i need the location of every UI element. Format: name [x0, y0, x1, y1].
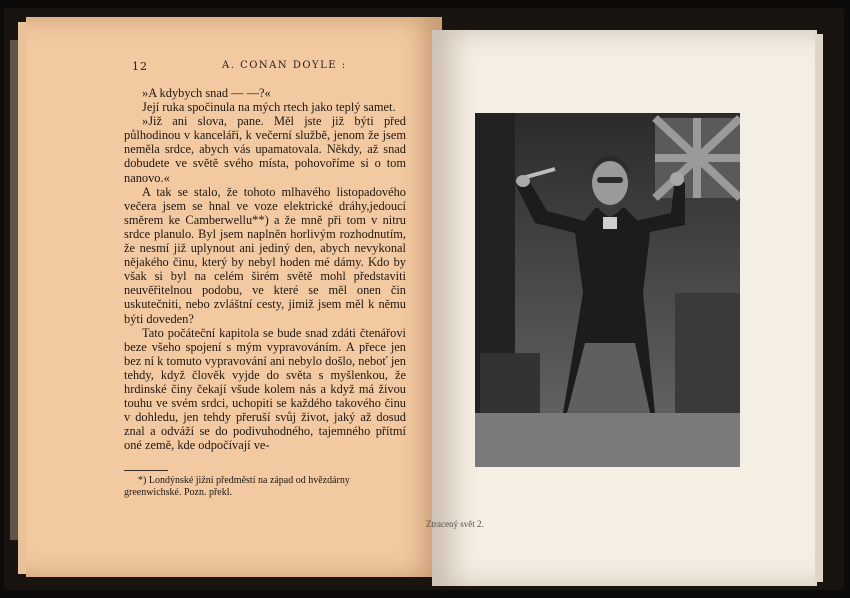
photo-plate [475, 113, 740, 467]
right-page-stack [815, 34, 823, 582]
page-number: 12 [132, 60, 148, 73]
photo-illustration [475, 113, 740, 467]
footnote-text: *) Londýnské jižní předměstí na západ od hvězdárny greenwichské. Pozn. překl. [124, 475, 350, 498]
footnote [124, 475, 404, 499]
running-head: A. CONAN DOYLE : [222, 60, 347, 71]
page-caption: Ztracený svět 2. [426, 519, 484, 529]
body-text [124, 86, 406, 452]
paragraph: A tak se stalo, že tohoto mlhavého listopadového večera jsem se hnal ve voze elektrické dráhy,jedoucí směrem ke Camberwellu**) a že mně při tom v nitru srdce planulo. Byl jsem naplněn horlivým rozhodnutím, že nesmí již uplynout ani jediný den, abych nevykonal nějakého činu, který by nebyl hoden mé dámy. Kdo by však si byl na celém širém světě mohl představiti neuvěřitelnou podobu, ve které se měl onen čin uskutečniti, nebo zvláštní cesty, jimiž jsem měl k němu býti doveden? [124, 184, 406, 326]
paragraph: »A kdybych snad — —?« [142, 86, 271, 100]
paragraph: »Již ani slova, pane. Měl jste již býti před půlhodinou v kanceláři, k večerní službě, jenom že jsem neměla srdce, abych vás upamatovala. Někdy, až snad dobudete ve světě svého místa, pohovoříme si o tom nanovo.« [124, 114, 406, 185]
footnote-rule [124, 470, 168, 471]
paragraph: Její ruka spočinula na mých rtech jako teplý samet. [142, 100, 396, 115]
paragraph: Tato počáteční kapitola se bude snad zdáti čtenářovi beze všeho spojení s mým vypravováním. A přece jen bez ní k tomuto vypravování ani nebylo došlo, neboť jen tehdy, když člověk vyjde do světa s myšlenkou, že hrdinské činy čekají všude kolem nás a když má živou touhu ve svém srdci, uchopiti se každého takového činu v dohledu, jen tehdy přeruší svůj život, jaký až dosud znal a odváží se do podivuhodného, tajemného přítmí oné země, kde odpočívají ve- [124, 325, 406, 453]
